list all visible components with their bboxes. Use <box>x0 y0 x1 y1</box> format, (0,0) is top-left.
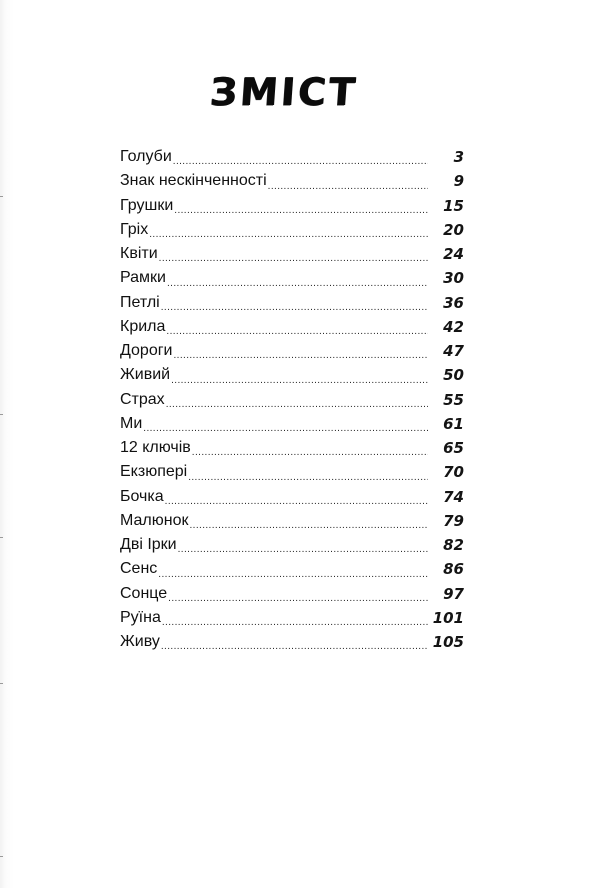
page-edge-mark <box>0 537 3 538</box>
toc-entry-page-number: 86 <box>443 560 464 579</box>
toc-entry <box>120 339 464 363</box>
toc-entry-page-number: 30 <box>443 269 464 288</box>
toc-entry <box>120 582 464 606</box>
toc-entry-title: Руїна <box>120 608 161 626</box>
toc-entry-title: Дороги <box>120 342 173 359</box>
toc-entry <box>120 533 464 557</box>
toc-entry <box>120 412 464 436</box>
toc-entry-page-number: 24 <box>443 245 464 263</box>
toc-entry-page-number: 79 <box>443 511 464 530</box>
toc-entry <box>120 388 464 412</box>
toc-entry <box>120 291 464 315</box>
toc-entry-page-number: 20 <box>443 220 464 239</box>
dot-leader <box>158 557 428 581</box>
toc-entry-page-number: 42 <box>443 317 464 336</box>
dot-leader <box>173 339 428 363</box>
toc-entry-title: Живу <box>120 633 160 650</box>
toc-entry <box>120 145 464 169</box>
toc-entry <box>120 194 464 218</box>
toc-entry-page-number: 97 <box>443 584 464 603</box>
toc-entry-title: Бочка <box>120 487 164 505</box>
toc-entry-page-number: 105 <box>432 633 464 651</box>
toc-entry-page-number: 65 <box>443 439 464 457</box>
toc-entry-title: Квіти <box>120 245 158 262</box>
toc-entry <box>120 436 464 460</box>
toc-entry-page-number: 47 <box>443 342 464 360</box>
dot-leader <box>188 460 428 484</box>
toc-entry <box>120 218 464 242</box>
dot-leader <box>166 315 428 339</box>
toc-entry-title: Дві Ірки <box>120 536 177 553</box>
dot-leader <box>165 485 428 509</box>
toc-entry-page-number: 82 <box>443 536 464 554</box>
toc-entry-title: Петлі <box>120 293 160 311</box>
dot-leader <box>174 194 428 218</box>
toc-entry <box>120 509 464 533</box>
dot-leader <box>162 606 428 630</box>
dot-leader <box>268 169 428 193</box>
toc-entry-page-number: 70 <box>443 463 464 482</box>
toc-entry-title: Сенс <box>120 560 158 578</box>
dot-leader <box>159 242 428 266</box>
toc-entry-page-number: 36 <box>443 293 464 312</box>
toc-entry-title: Рамки <box>120 269 166 287</box>
toc-entry-title: Гріх <box>120 220 149 238</box>
toc-entry <box>120 485 464 509</box>
toc-entry-page-number: 101 <box>432 608 464 627</box>
toc-entry-title: Голуби <box>120 148 172 165</box>
dot-leader <box>171 363 428 387</box>
toc-entry-title: 12 ключів <box>120 439 191 456</box>
dot-leader <box>192 436 428 460</box>
dot-leader <box>149 218 428 242</box>
page-edge-mark <box>0 414 3 415</box>
toc-entry-title: Крила <box>120 317 166 335</box>
toc-entry-title: Живий <box>120 366 171 384</box>
toc-entry-page-number: 61 <box>443 414 464 433</box>
toc-entry <box>120 242 464 266</box>
toc-entry <box>120 169 464 193</box>
toc-entry-title: Екзюпері <box>120 463 188 481</box>
dot-leader <box>167 266 428 290</box>
page-edge-mark <box>0 683 3 684</box>
dot-leader <box>189 509 428 533</box>
dot-leader <box>173 145 428 169</box>
toc-entry <box>120 315 464 339</box>
toc-entry <box>120 557 464 581</box>
toc-entry-page-number: 9 <box>453 172 464 191</box>
toc-entry <box>120 363 464 387</box>
dot-leader <box>178 533 428 557</box>
toc-entry-page-number: 50 <box>443 366 464 385</box>
toc-entry <box>120 266 464 290</box>
dot-leader <box>161 291 428 315</box>
dot-leader <box>168 582 428 606</box>
dot-leader <box>166 388 428 412</box>
toc-entry-title: Малюнок <box>120 511 189 529</box>
toc-entry-title: Знак нескінченності <box>120 172 267 190</box>
page-edge-mark <box>0 856 3 857</box>
toc-entry-page-number: 55 <box>443 390 464 409</box>
toc-entry-page-number: 15 <box>443 196 464 215</box>
page-edge-mark <box>0 196 3 197</box>
toc-entry <box>120 460 464 484</box>
dot-leader <box>143 412 428 436</box>
toc-entry <box>120 630 464 654</box>
toc-entry-title: Ми <box>120 414 143 432</box>
toc-entry-title: Сонце <box>120 584 168 602</box>
page-title: ЗМІСТ <box>208 70 360 114</box>
toc-entry-page-number: 74 <box>443 487 464 506</box>
toc-entry <box>120 606 464 630</box>
dot-leader <box>161 630 428 654</box>
table-of-contents <box>120 145 464 654</box>
toc-entry-page-number: 3 <box>453 148 464 166</box>
toc-entry-title: Страх <box>120 390 165 408</box>
toc-entry-title: Грушки <box>120 196 174 214</box>
